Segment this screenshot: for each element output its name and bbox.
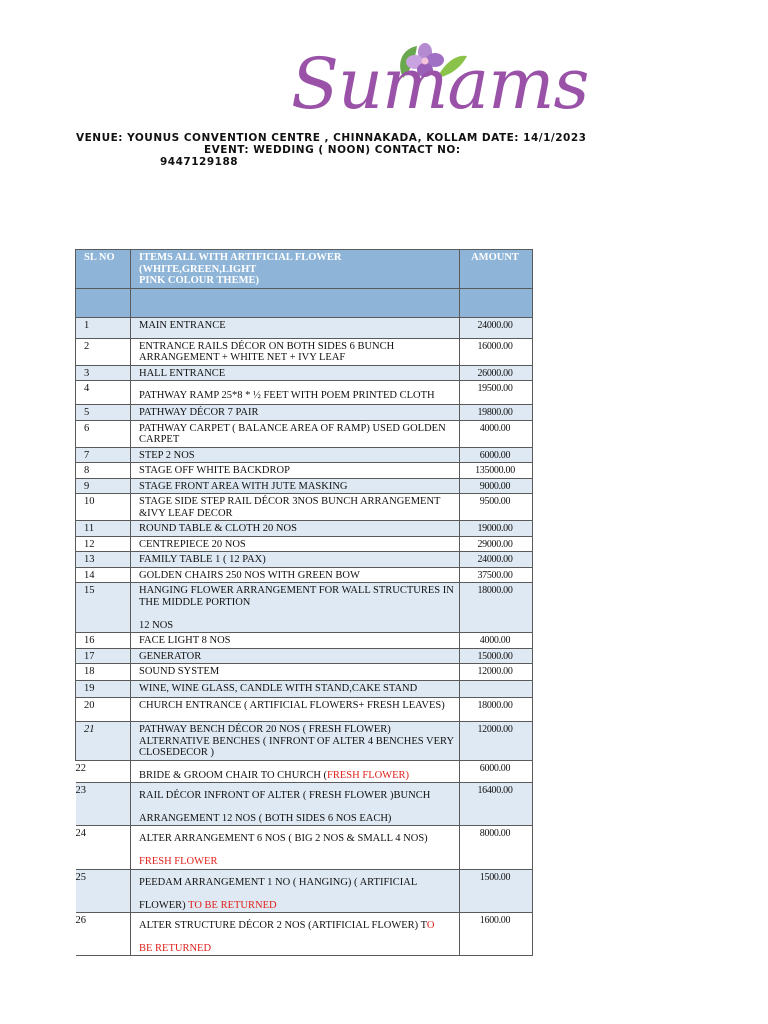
- table-row: [76, 583, 533, 633]
- row-amount: 135000.00: [460, 463, 533, 479]
- table-row: [76, 826, 533, 870]
- row-item: ROUND TABLE & CLOTH 20 NOS: [131, 521, 460, 537]
- row-sl-number: 22: [76, 760, 131, 783]
- row-item: STAGE SIDE STEP RAIL DÉCOR 3NOS BUNCH ARRANGEMENT &IVY LEAF DECOR: [131, 494, 460, 521]
- row-item: GOLDEN CHAIRS 250 NOS WITH GREEN BOW: [131, 567, 460, 583]
- row-item: ENTRANCE RAILS DÉCOR ON BOTH SIDES 6 BUNCH ARRANGEMENT + WHITE NET + IVY LEAF: [131, 338, 460, 365]
- table-row: [76, 722, 533, 761]
- item-extra: 12 NOS: [139, 619, 174, 631]
- table-row: [76, 478, 533, 494]
- venue-date-line: VENUE: YOUNUS CONVENTION CENTRE , CHINNAKADA, KOLLAM DATE: 14/1/2023: [76, 132, 587, 144]
- row-item: CHURCH ENTRANCE ( ARTIFICIAL FLOWERS+ FRESH LEAVES): [131, 698, 460, 722]
- table-row: [76, 870, 533, 913]
- row-item: GENERATOR: [131, 648, 460, 664]
- item-red-text: TO BE RETURNED: [185, 899, 277, 911]
- row-amount: 4000.00: [460, 633, 533, 649]
- table-row: [76, 567, 533, 583]
- row-sl-number: 4: [76, 381, 131, 405]
- row-amount: 15000.00: [460, 648, 533, 664]
- row-amount: 19000.00: [460, 521, 533, 537]
- row-amount: 19800.00: [460, 405, 533, 421]
- event-contact-line: EVENT: WEDDING ( NOON) CONTACT NO:: [204, 144, 461, 156]
- table-row: [76, 463, 533, 479]
- row-sl-number: 10: [76, 494, 131, 521]
- row-sl-number: 26: [76, 913, 131, 956]
- row-sl-number: 20: [76, 698, 131, 722]
- row-item: STAGE OFF WHITE BACKDROP: [131, 463, 460, 479]
- row-sl-number: 3: [76, 365, 131, 381]
- row-item: PATHWAY RAMP 25*8 * ½ FEET WITH POEM PRINTED CLOTH: [131, 381, 460, 405]
- row-sl-number: 12: [76, 536, 131, 552]
- table-row: [76, 365, 533, 381]
- logo-text: Sumams: [291, 43, 589, 125]
- row-sl-number: 19: [76, 681, 131, 698]
- row-sl-number: 21: [76, 722, 131, 761]
- column-header-sl: SL NO: [76, 250, 131, 289]
- column-header-items: [131, 250, 460, 289]
- contact-number: 9447129188: [160, 156, 239, 168]
- row-amount: 16000.00: [460, 338, 533, 365]
- item-red-text: FRESH FLOWER: [139, 855, 218, 867]
- table-row: [76, 681, 533, 698]
- row-amount: 18000.00: [460, 583, 533, 633]
- row-amount: 29000.00: [460, 536, 533, 552]
- row-amount: 1600.00: [460, 913, 533, 956]
- items-header-line1: ITEMS ALL WITH ARTIFICIAL FLOWER (WHITE,GREEN,LIGHT: [139, 252, 342, 275]
- row-amount: 18000.00: [460, 698, 533, 722]
- item-text: ALTER ARRANGEMENT 6 NOS ( BIG 2 NOS & SMALL 4 NOS): [139, 833, 428, 844]
- row-sl-number: 25: [76, 870, 131, 913]
- table-row: [76, 760, 533, 783]
- item-text: RAIL DÉCOR INFRONT OF ALTER ( FRESH FLOWER )BUNCH: [139, 790, 431, 801]
- table-row: [76, 552, 533, 568]
- row-item: FAMILY TABLE 1 ( 12 PAX): [131, 552, 460, 568]
- item-text: HANGING FLOWER ARRANGEMENT FOR WALL STRUCTURES IN THE MIDDLE PORTION: [139, 585, 454, 608]
- row-amount: 26000.00: [460, 365, 533, 381]
- table-row: [76, 494, 533, 521]
- item-text-line2: FLOWER): [139, 899, 186, 911]
- quotation-table: [75, 249, 533, 956]
- table-row: [76, 420, 533, 447]
- row-item: FACE LIGHT 8 NOS: [131, 633, 460, 649]
- table-row: [76, 381, 533, 405]
- row-item: [131, 783, 460, 826]
- row-sl-number: 13: [76, 552, 131, 568]
- row-sl-number: 23: [76, 783, 131, 826]
- column-header-amount: AMOUNT: [460, 250, 533, 289]
- header-spacer-row: [76, 288, 533, 317]
- table-row: [76, 783, 533, 826]
- row-item: [131, 826, 460, 870]
- row-amount: 12000.00: [460, 664, 533, 681]
- row-amount: 37500.00: [460, 567, 533, 583]
- row-item: [131, 870, 460, 913]
- row-item: PATHWAY CARPET ( BALANCE AREA OF RAMP) USED GOLDEN CARPET: [131, 420, 460, 447]
- row-item: CENTREPIECE 20 NOS: [131, 536, 460, 552]
- row-item: MAIN ENTRANCE: [131, 317, 460, 338]
- row-item: STAGE FRONT AREA WITH JUTE MASKING: [131, 478, 460, 494]
- row-amount: [460, 681, 533, 698]
- row-item: [131, 760, 460, 783]
- row-amount: 6000.00: [460, 760, 533, 783]
- row-sl-number: 16: [76, 633, 131, 649]
- table-row: [76, 338, 533, 365]
- row-amount: 16400.00: [460, 783, 533, 826]
- row-sl-number: 24: [76, 826, 131, 870]
- row-sl-number: 11: [76, 521, 131, 537]
- row-item: SOUND SYSTEM: [131, 664, 460, 681]
- row-sl-number: 7: [76, 447, 131, 463]
- row-item: [131, 583, 460, 633]
- table-row: [76, 913, 533, 956]
- item-text-line2: ARRANGEMENT 12 NOS ( BOTH SIDES 6 NOS EACH): [139, 812, 392, 824]
- row-sl-number: 6: [76, 420, 131, 447]
- row-sl-number: 8: [76, 463, 131, 479]
- item-text: ALTER STRUCTURE DÉCOR 2 NOS (ARTIFICIAL FLOWER) T: [139, 920, 427, 931]
- row-amount: 6000.00: [460, 447, 533, 463]
- row-item: [131, 913, 460, 956]
- table-row: [76, 521, 533, 537]
- brand-logo: [285, 40, 589, 130]
- row-sl-number: 5: [76, 405, 131, 421]
- row-sl-number: 1: [76, 317, 131, 338]
- row-amount: 4000.00: [460, 420, 533, 447]
- row-amount: 19500.00: [460, 381, 533, 405]
- item-red-text: O: [426, 920, 435, 931]
- row-item: HALL ENTRANCE: [131, 365, 460, 381]
- row-sl-number: 18: [76, 664, 131, 681]
- row-amount: 24000.00: [460, 552, 533, 568]
- row-amount: 24000.00: [460, 317, 533, 338]
- row-amount: 12000.00: [460, 722, 533, 761]
- row-item: PATHWAY DÉCOR 7 PAIR: [131, 405, 460, 421]
- item-text: PEEDAM ARRANGEMENT 1 NO ( HANGING) ( ARTIFICIAL: [139, 877, 418, 888]
- table-row: [76, 317, 533, 338]
- table-row: [76, 664, 533, 681]
- row-item: STEP 2 NOS: [131, 447, 460, 463]
- item-red-text: FRESH FLOWER): [327, 769, 410, 781]
- row-sl-number: 17: [76, 648, 131, 664]
- table-row: [76, 536, 533, 552]
- row-amount: 8000.00: [460, 826, 533, 870]
- table-row: [76, 633, 533, 649]
- row-sl-number: 9: [76, 478, 131, 494]
- item-red-text-line2: BE RETURNED: [139, 942, 212, 954]
- items-header-line2: PINK COLOUR THEME): [139, 275, 259, 286]
- row-sl-number: 15: [76, 583, 131, 633]
- row-item: WINE, WINE GLASS, CANDLE WITH STAND,CAKE STAND: [131, 681, 460, 698]
- row-sl-number: 14: [76, 567, 131, 583]
- row-amount: 9000.00: [460, 478, 533, 494]
- table-row: [76, 405, 533, 421]
- item-text: BRIDE & GROOM CHAIR TO CHURCH (: [139, 769, 328, 781]
- table-row: [76, 447, 533, 463]
- table-row: [76, 648, 533, 664]
- row-amount: 9500.00: [460, 494, 533, 521]
- row-sl-number: 2: [76, 338, 131, 365]
- row-item: PATHWAY BENCH DÉCOR 20 NOS ( FRESH FLOWER) ALTERNATIVE BENCHES ( INFRONT OF ALTER 4 BENCHES VERY CLOSEDECOR ): [131, 722, 460, 761]
- table-row: [76, 698, 533, 722]
- table-header-row: [76, 250, 533, 289]
- row-amount: 1500.00: [460, 870, 533, 913]
